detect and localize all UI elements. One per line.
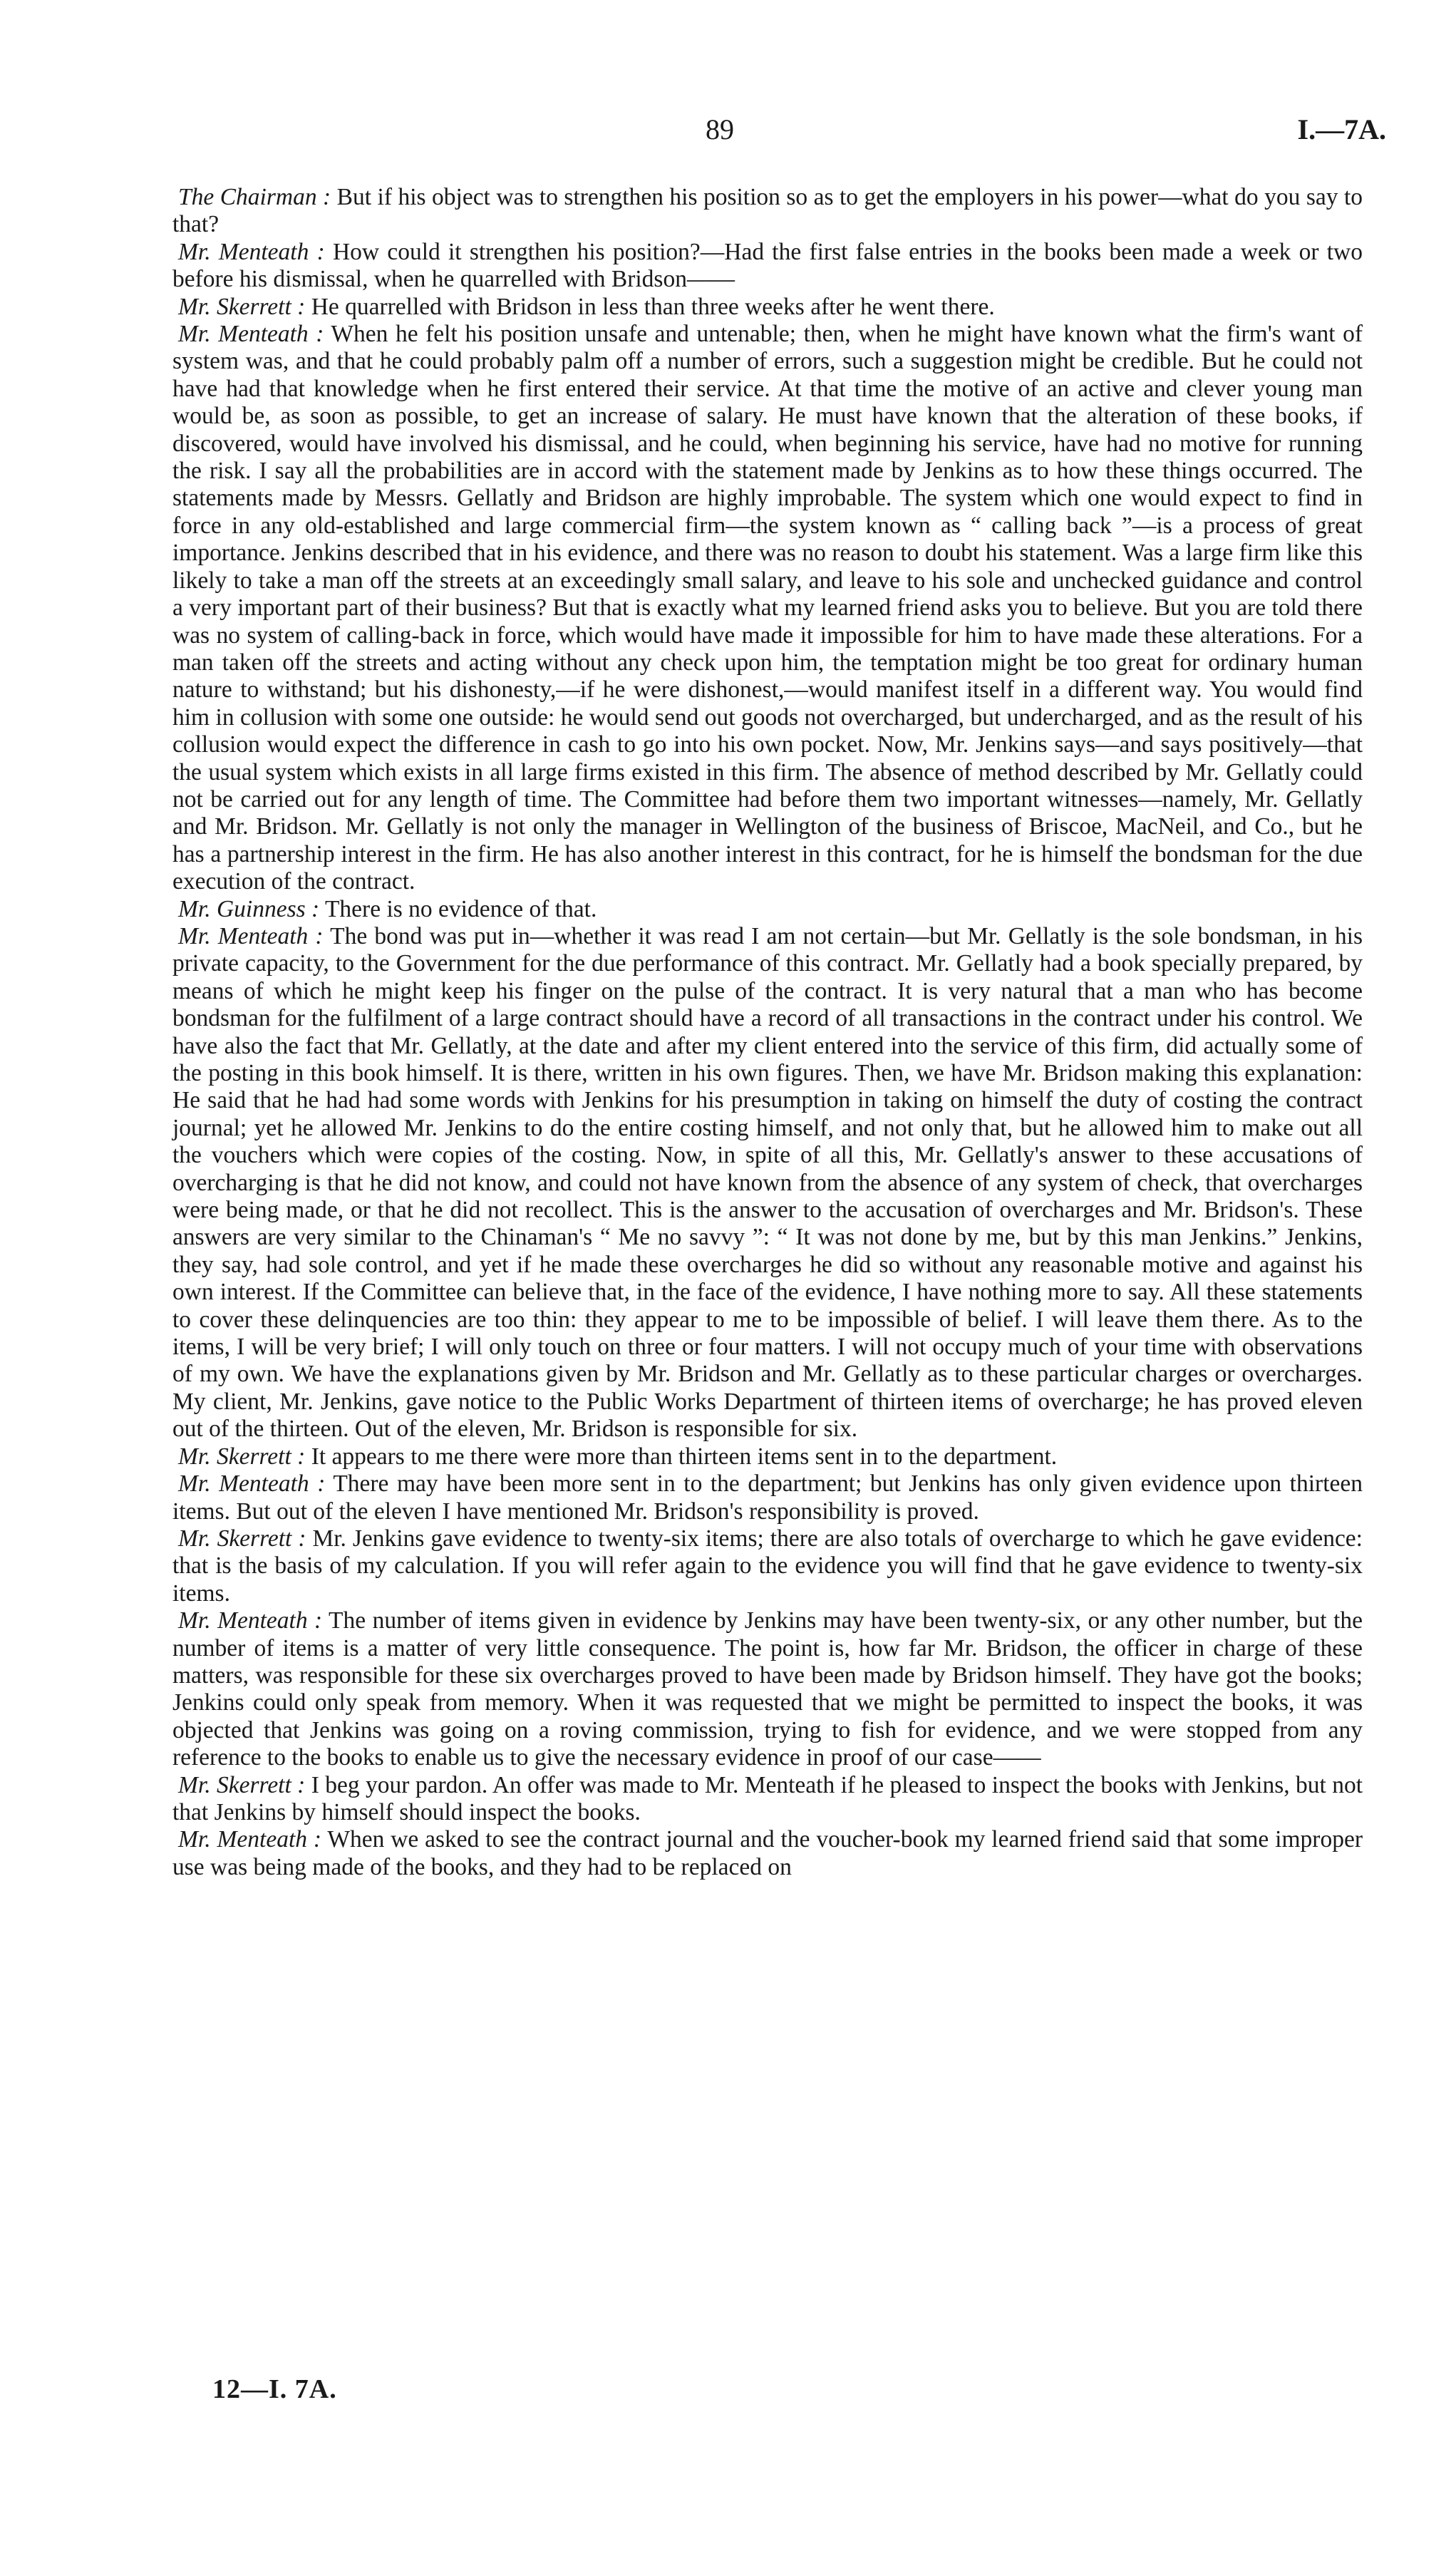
speech-text: I beg your pardon. An offer was made to Mr. Menteath if he pleased to inspect the books with Jenkins, but not that Jenkins by himself should inspect the books. [172, 1771, 1363, 1825]
transcript-paragraph [172, 1826, 1363, 1881]
transcript-paragraph [172, 294, 1363, 321]
transcript-paragraph [172, 1525, 1363, 1607]
speaker-name: Mr. Menteath : [178, 1607, 323, 1634]
transcript-paragraph [172, 239, 1363, 294]
speaker-name: Mr. Skerrett : [178, 1443, 306, 1470]
speaker-name: Mr. Menteath : [178, 238, 325, 265]
page-number: 89 [706, 113, 734, 145]
transcript-paragraph [172, 923, 1363, 1443]
speech-text: He quarrelled with Bridson in less than three weeks after he went there. [305, 293, 995, 320]
transcript-paragraph [172, 1607, 1363, 1771]
speech-text: There may have been more sent in to the department; but Jenkins has only given evidence upon thirteen items. But out of the eleven I have mentioned Mr. Bridson's responsibility is proved. [172, 1470, 1363, 1525]
speaker-name: Mr. Skerrett : [178, 293, 306, 320]
transcript-paragraph [172, 1772, 1363, 1827]
transcript-paragraph [172, 184, 1363, 239]
speech-text: But if his object was to strengthen his position so as to get the employers in his power—what do you say to that? [172, 184, 1363, 238]
transcript-body [172, 184, 1363, 1881]
speaker-name: Mr. Guinness : [178, 895, 320, 922]
speaker-name: Mr. Menteath : [178, 321, 324, 348]
speech-text: How could it strengthen his position?—Had the first false entries in the books been made a week or two before his dismissal, when he quarrelled with Bridson—— [172, 238, 1363, 293]
speaker-name: The Chairman : [178, 184, 331, 210]
speaker-name: Mr. Menteath : [178, 1826, 322, 1853]
speaker-name: Mr. Skerrett : [178, 1771, 306, 1798]
page-header [0, 113, 1456, 155]
section-reference: I.—7A. [1297, 113, 1386, 145]
transcript-paragraph [172, 896, 1363, 923]
transcript-paragraph [172, 1443, 1363, 1470]
speaker-name: Mr. Menteath : [178, 1470, 326, 1498]
transcript-paragraph [172, 1470, 1363, 1525]
speech-text: There is no evidence of that. [319, 895, 597, 922]
speech-text: It appears to me there were more than thirteen items sent in to the department. [305, 1443, 1058, 1470]
speech-text: The number of items given in evidence by Jenkins may have been twenty-six, or any other number, but the number of items is a matter of very little consequence. The point is, how far Mr. Bridson, the officer in charge of these matters, was responsible for these six overcharges proved to have been made by Bridson himself. They have got the books; Jenkins could only speak from memory. When it was requested that we might be permitted to inspect the books, it was objected that Jenkins was going on a roving commission, trying to fish for evidence, and we were stopped from any reference to the books to enable us to give the necessary evidence in proof of our case—— [172, 1607, 1363, 1771]
speech-text: When he felt his position unsafe and untenable; then, when he might have known what the firm's want of system was, and that he could probably palm off a number of errors, such a suggestion might be credible. But he could not have had that knowledge when he first entered their service. At that time the motive of an active and clever young man would be, as soon as possible, to get an increase of salary. He must have known that the alteration of these books, if discovered, would have involved his dismissal, and he could, when beginning his service, have had no motive for running the risk. I say all the probabilities are in accord with the statement made by Jenkins as to how these things occurred. The statements made by Messrs. Gellatly and Bridson are highly improbable. The system which one would expect to find in force in any old-established and large commercial firm—the system known as “ calling back ”—is a process of great importance. Jenkins described that in his evidence, and there was no reason to doubt his statement. Was a large firm like this likely to take a man off the streets at an exceedingly small salary, and leave to his sole and unchecked guidance and control a very important part of their business? But that is exactly what my learned friend asks you to believe. But you are told there was no system of calling-back in force, which would have made it impossible for him to have made these alterations. For a man taken off the streets and acting without any check upon him, the temptation might be too great for ordinary human nature to withstand; but his dishonesty,—if he were dishonest,—would manifest itself in a different way. You would find him in collusion with some one outside: he would send out goods not overcharged, but undercharged, and as the result of his collusion would expect the difference in cash to go into his own pocket. Now, Mr. Jenkins says—and says positively—that the usual system which exists in all large firms existed in this firm. The absence of method described by Mr. Gellatly could not be carried out for any length of time. The Committee had before them two important witnesses—namely, Mr. Gellatly and Mr. Bridson. Mr. Gellatly is not only the manager in Wellington of the business of Briscoe, MacNeil, and Co., but he has a partnership interest in the firm. He has also another interest in this contract, for he is himself the bondsman for the due execution of the contract. [172, 321, 1363, 895]
speech-text: When we asked to see the contract journal and the voucher-book my learned friend said that some improper use was being made of the books, and they had to be replaced on [172, 1826, 1363, 1880]
speaker-name: Mr. Skerrett : [178, 1525, 306, 1552]
speech-text: Mr. Jenkins gave evidence to twenty-six items; there are also totals of overcharge to which he gave evidence: that is the basis of my calculation. If you will refer again to the evidence you will find that he gave evidence to twenty-six items. [172, 1525, 1363, 1607]
speaker-name: Mr. Menteath : [178, 922, 324, 949]
transcript-paragraph [172, 321, 1363, 896]
speech-text: The bond was put in—whether it was read I am not certain—but Mr. Gellatly is the sole bondsman, in his private capacity, to the Government for the due performance of this contract. Mr. Gellatly had a book specially prepared, by means of which he might keep his finger on the pulse of the contract. It is very natural that a man who has become bondsman for the fulfilment of a large contract should have a record of all transactions in the contract under his control. We have also the fact that Mr. Gellatly, at the date and after my client entered into the service of this firm, did actually some of the posting in this book himself. It is there, written in his own figures. Then, we have Mr. Bridson making this explanation: He said that he had had some words with Jenkins for his presumption in taking on himself the duty of costing the contract journal; yet he allowed Mr. Jenkins to do the entire costing himself, and not only that, but he allowed him to make out all the vouchers which were copies of the costing. Now, in spite of all this, Mr. Gellatly's answer to these accusations of overcharging is that he did not know, and could not have known from the absence of any system of check, that overcharges were being made, or that he did not recollect. This is the answer to the accusation of overcharges and Mr. Bridson's. These answers are very similar to the Chinaman's “ Me no savvy ”: “ It was not done by me, but by this man Jenkins.” Jenkins, they say, had sole control, and yet if he made these overcharges he did so without any reasonable motive and against his own interest. If the Committee can believe that, in the face of the evidence, I have nothing more to say. All these statements to cover these delinquencies are too thin: they appear to me to be impossible of belief. I will leave them there. As to the items, I will be very brief; I will only touch on three or four matters. I will not occupy much of your time with observations of my own. We have the explanations given by Mr. Bridson and Mr. Gellatly as to these particular charges or overcharges. My client, Mr. Jenkins, gave notice to the Public Works Department of thirteen items of overcharge; he has proved eleven out of the thirteen. Out of the eleven, Mr. Bridson is responsible for six. [172, 922, 1363, 1443]
footer-signature: 12—I. 7A. [212, 2374, 337, 2404]
